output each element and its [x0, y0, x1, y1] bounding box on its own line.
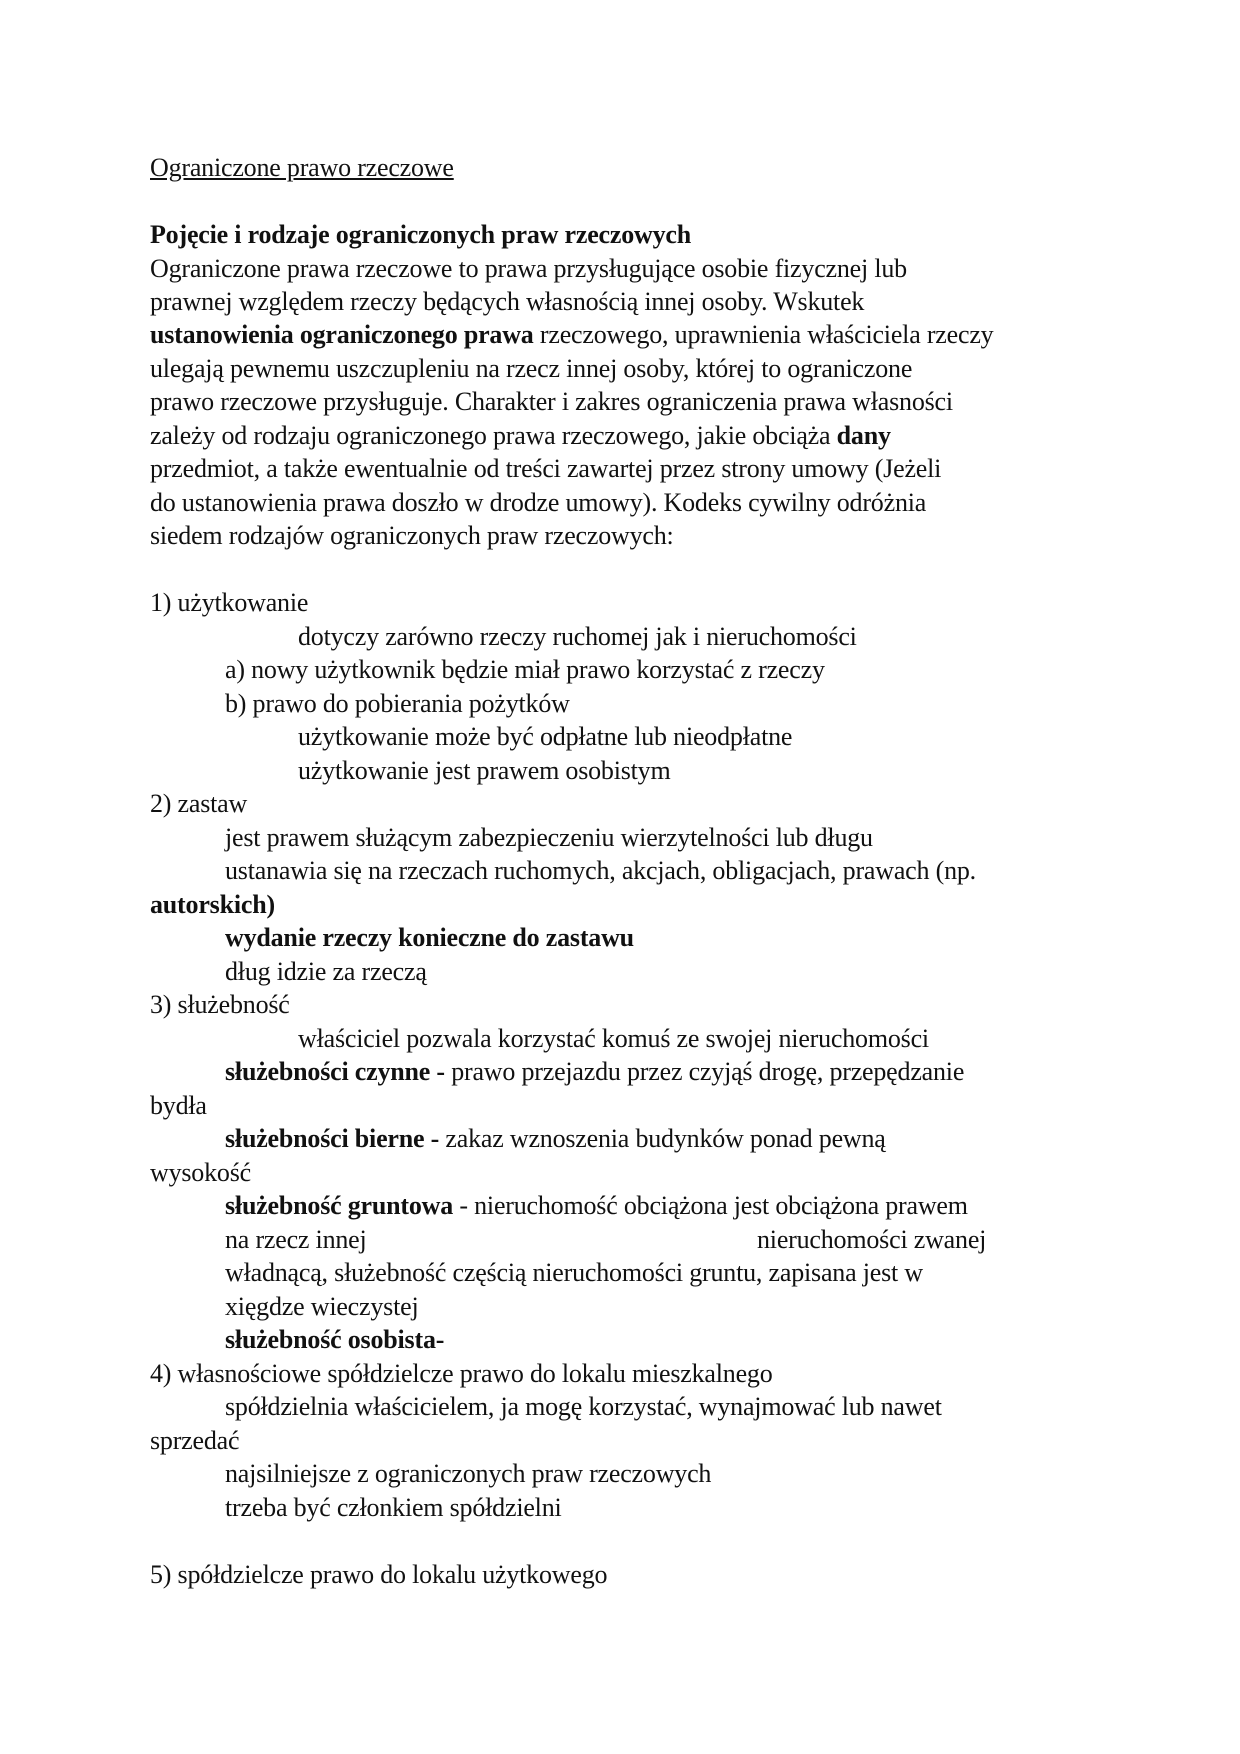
- list-item-1-line: użytkowanie jest prawem osobistym: [298, 756, 671, 785]
- list-item-1-line: a) nowy użytkownik będzie miał prawo korzystać z rzeczy: [225, 655, 825, 684]
- intro-line-6: [150, 420, 891, 452]
- list-item-4-title: 4) własnościowe spółdzielcze prawo do lokalu mieszkalnego: [150, 1359, 773, 1388]
- list-item-5-title: 5) spółdzielcze prawo do lokalu użytkowego: [150, 1560, 608, 1589]
- text-run: zależy od rodzaju ograniczonego prawa rzeczowego, jakie obciąża: [150, 421, 837, 450]
- bold-phrase: ustanowienia ograniczonego prawa: [150, 320, 534, 349]
- intro-line-2: prawnej względem rzeczy będących własnością innej osoby. Wskutek: [150, 287, 865, 316]
- list-item-2-line: ustanawia się na rzeczach ruchomych, akcjach, obligacjach, prawach (np.: [225, 856, 976, 885]
- list-item-3-line: władnącą, służebność częścią nieruchomości gruntu, zapisana jest w: [225, 1258, 923, 1287]
- bold-phrase: służebność gruntowa: [225, 1191, 454, 1220]
- intro-line-7: przedmiot, a także ewentualnie od treści zawartej przez strony umowy (Jeżeli: [150, 454, 942, 483]
- list-item-3-title: 3) służebność: [150, 990, 290, 1019]
- list-item-3-line: nieruchomości zwanej: [757, 1225, 987, 1254]
- list-item-2-title: 2) zastaw: [150, 789, 248, 818]
- list-item-3-line: [225, 1056, 964, 1088]
- text-run: zakaz wznoszenia budynków ponad pewną: [439, 1124, 886, 1153]
- list-item-2-line: wydanie rzeczy konieczne do zastawu: [225, 923, 634, 952]
- text-run: prawo przejazdu przez czyjąś drogę, przepędzanie: [444, 1057, 965, 1086]
- bold-phrase: służebności czynne -: [225, 1057, 445, 1086]
- list-item-1-line: użytkowanie może być odpłatne lub nieodpłatne: [298, 722, 793, 751]
- list-item-3-line: [225, 1190, 968, 1222]
- intro-line-1: Ograniczone prawa rzeczowe to prawa przysługujące osobie fizycznej lub: [150, 254, 907, 283]
- text-run: rzeczowego, uprawnienia właściciela rzeczy: [533, 320, 994, 349]
- intro-line-3: [150, 319, 993, 351]
- list-item-3-line: na rzecz innej: [225, 1225, 367, 1254]
- list-item-4-line: trzeba być członkiem spółdzielni: [225, 1493, 562, 1522]
- list-item-3-line: właściciel pozwala korzystać komuś ze swojej nieruchomości: [298, 1024, 929, 1053]
- list-item-3-line: wysokość: [150, 1158, 251, 1187]
- list-item-2-line: dług idzie za rzeczą: [225, 957, 427, 986]
- list-item-2-line: autorskich): [150, 890, 275, 919]
- list-item-3-line: [225, 1123, 886, 1155]
- list-item-2-line: jest prawem służącym zabezpieczeniu wierzytelności lub długu: [225, 823, 873, 852]
- list-item-1-line: b) prawo do pobierania pożytków: [225, 689, 570, 718]
- list-item-1-title: 1) użytkowanie: [150, 588, 309, 617]
- list-item-1-line: dotyczy zarówno rzeczy ruchomej jak i nieruchomości: [298, 622, 857, 651]
- intro-line-4: ulegają pewnemu uszczupleniu na rzecz innej osoby, której to ograniczone: [150, 354, 913, 383]
- document-title: Ograniczone prawo rzeczowe: [150, 153, 454, 182]
- list-item-4-line: najsilniejsze z ograniczonych praw rzeczowych: [225, 1459, 712, 1488]
- list-item-3-line: służebność osobista-: [225, 1325, 445, 1354]
- text-run: - nieruchomość obciążona jest obciążona prawem: [453, 1191, 968, 1220]
- bold-phrase: dany: [836, 421, 891, 450]
- list-item-4-line: spółdzielnia właścicielem, ja mogę korzystać, wynajmować lub nawet: [225, 1392, 942, 1421]
- intro-line-8: do ustanowienia prawa doszło w drodze umowy). Kodeks cywilny odróżnia: [150, 488, 927, 517]
- list-item-3-line: xięgdze wieczystej: [225, 1292, 419, 1321]
- list-item-3-line: bydła: [150, 1091, 207, 1120]
- section-heading: Pojęcie i rodzaje ograniczonych praw rzeczowych: [150, 220, 691, 249]
- bold-phrase: służebności bierne -: [225, 1124, 440, 1153]
- list-item-4-line: sprzedać: [150, 1426, 240, 1455]
- intro-line-9: siedem rodzajów ograniczonych praw rzeczowych:: [150, 521, 674, 550]
- intro-line-5: prawo rzeczowe przysługuje. Charakter i zakres ograniczenia prawa własności: [150, 387, 953, 416]
